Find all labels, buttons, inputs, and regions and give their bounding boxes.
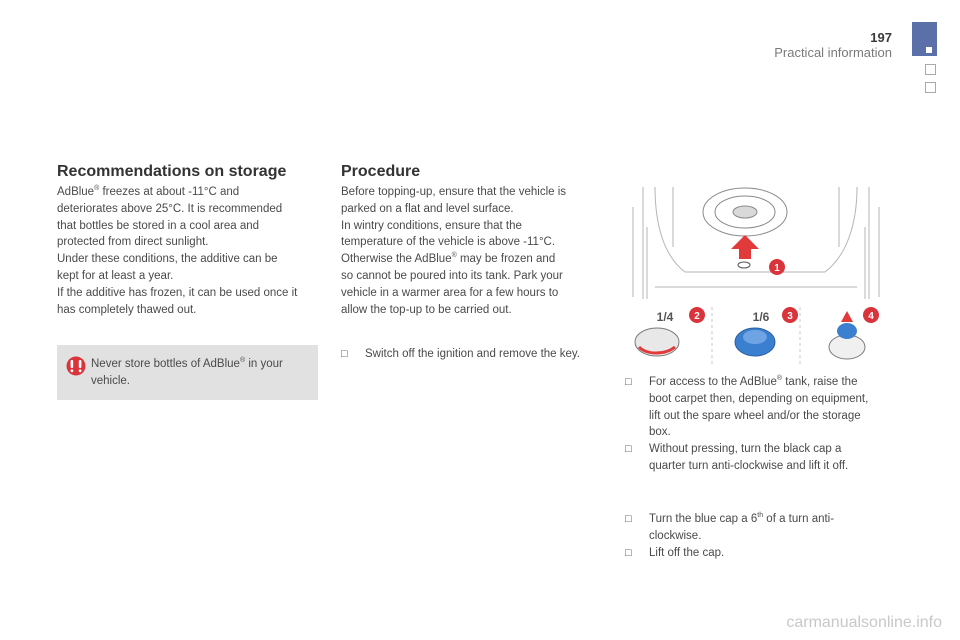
text-line: AdBlue® freezes at about -11°C and [57,185,240,198]
footer-watermark: carmanualsonline.info [786,614,942,631]
text-line: temperature of the vehicle is above -11°C. [341,236,556,249]
lift-arrow [731,235,759,259]
spare-wheel [703,188,787,236]
procedure-text [341,184,611,318]
svg-text:2: 2 [694,311,700,322]
storage-heading: Recommendations on storage [57,163,287,180]
callout-2 [689,307,705,323]
warning-text: Never store bottles of AdBlue® in your vehicle. [91,357,283,387]
text-line: Under these conditions, the additive can be [57,253,278,266]
open-filler [829,311,865,359]
svg-text:4: 4 [868,311,874,322]
procedure-heading: Procedure [341,163,421,180]
svg-text:1: 1 [774,263,780,274]
warning-icon [66,356,86,376]
list-item: □ For access to the AdBlue® tank, raise the boot carpet then, depending on equipment, lift out the spare wheel and/or the storage box. [625,375,869,439]
text-line: Before topping-up, ensure that the vehicle is [341,186,567,198]
text-line: parked on a flat and level surface. [341,202,514,215]
fraction-label: 1/4 [656,310,674,324]
fraction-label: 1/6 [752,310,770,324]
boot-drawing [633,187,879,299]
list-item: □ Without pressing, turn the black cap a quarter turn anti-clockwise and lift it off. [625,443,849,472]
text-line: has completely thawed out. [57,303,197,316]
section-name: Practical information [774,45,892,60]
warning-box [57,345,318,400]
bullet-icon: □ [625,513,632,525]
tab-dot-icon [926,47,932,53]
section-tab-active [912,22,937,56]
storage-text [57,184,322,318]
callout-1 [769,259,785,275]
bullet-icon: □ [341,348,348,360]
list-item: □ Switch off the ignition and remove the key. [341,346,611,363]
section-tab [925,64,936,75]
text-line: In wintry conditions, ensure that the [341,219,522,232]
text-line: so cannot be poured into its tank. Park your [341,269,563,282]
black-cap [635,328,679,356]
bullet-icon: □ [625,376,632,388]
text-line: that bottles be stored in a cool area and [57,219,260,232]
bullet-icon: □ [625,546,632,559]
right-steps-group-1 [625,374,895,475]
blue-cap [735,328,775,356]
adblue-filler-illustration [625,187,887,370]
text-line: protected from direct sunlight. [57,236,209,249]
text-line: deteriorates above 25°C. It is recommended [57,202,283,215]
text-line: Otherwise the AdBlue® may be frozen and [341,252,556,266]
callout-4 [863,307,879,323]
callout-3 [782,307,798,323]
bullet-icon: □ [625,443,632,456]
page-number: 197 [870,30,892,45]
list-item: □ Lift off the cap. [625,545,895,562]
section-tab [925,82,936,93]
text-line: If the additive has frozen, it can be used once it [57,286,298,299]
text-line: kept for at least a year. [57,269,174,282]
text-line: vehicle in a warmer area for a few hours to [341,286,559,299]
procedure-steps [341,346,611,363]
list-item: □ Turn the blue cap a 6th of a turn anti- clockwise. [625,512,835,542]
right-steps-group-2 [625,511,895,561]
svg-text:3: 3 [787,311,793,322]
text-line: allow the top-up to be carried out. [341,303,512,316]
